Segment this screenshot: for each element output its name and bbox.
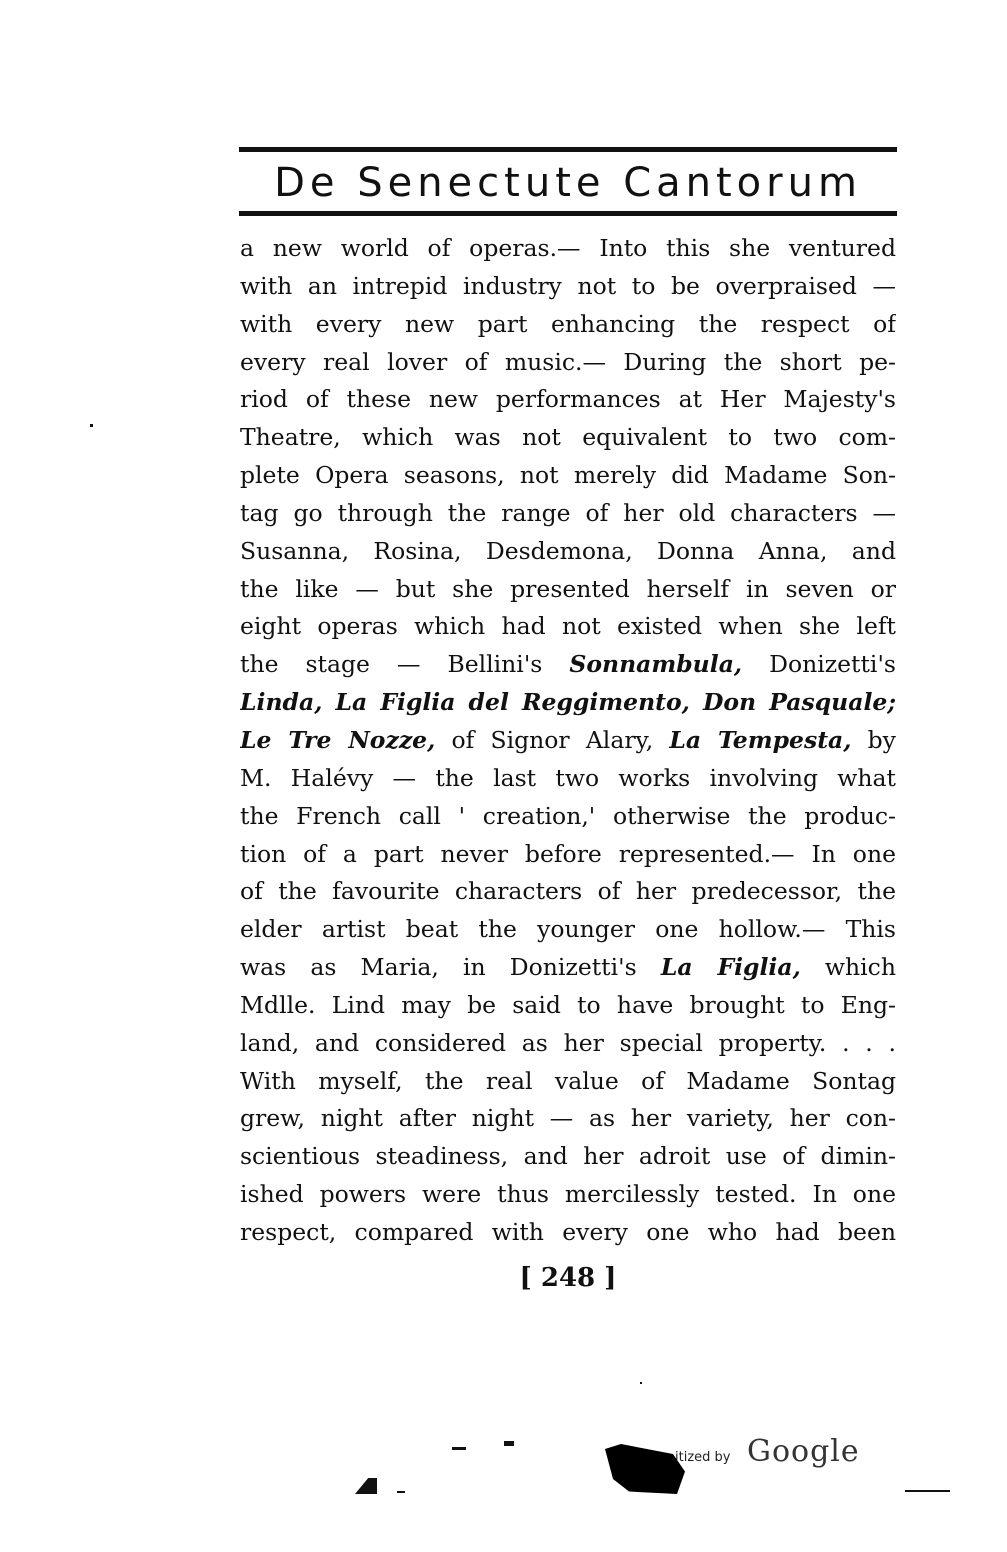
scan-speck xyxy=(452,1447,466,1450)
header-rule-bottom xyxy=(239,211,897,216)
text-line: the like — but she presented herself in seven or xyxy=(240,574,896,603)
text-line-mixed xyxy=(240,684,896,722)
scan-speck xyxy=(90,424,93,427)
text-run: of Signor Alary, xyxy=(451,725,654,754)
text-line: Theatre, which was not equivalent to two com- xyxy=(240,423,896,452)
text-line: Mdlle. Lind may be said to have brought to Eng- xyxy=(240,990,896,1019)
scan-speck xyxy=(355,1478,377,1494)
header-rule-top xyxy=(239,147,897,152)
text-line: a new world of operas.— Into this she ventured xyxy=(240,234,896,262)
text-line: Susanna, Rosina, Desdemona, Donna Anna, and xyxy=(240,536,896,565)
google-logo: Google xyxy=(747,1434,860,1469)
scan-speck xyxy=(640,1382,642,1384)
italic-title: Sonnambula, xyxy=(569,650,743,679)
text-line: plete Opera seasons, not merely did Madame Son- xyxy=(240,461,896,490)
text-line: of the favourite characters of her predecessor, the xyxy=(240,877,896,906)
text-line: eight operas which had not existed when she left xyxy=(240,612,896,641)
text-line: riod of these new performances at Her Majesty's xyxy=(240,385,896,414)
text-line: ished powers were thus mercilessly tested. In one xyxy=(240,1180,896,1209)
text-run: which xyxy=(824,953,896,982)
italic-title: La Figlia, xyxy=(660,953,801,982)
scan-speck xyxy=(905,1490,950,1492)
text-line: land, and considered as her special property. . . . xyxy=(240,1028,896,1057)
text-line: With myself, the real value of Madame Sontag xyxy=(240,1066,896,1095)
italic-title: La Tempesta, xyxy=(669,725,852,754)
text-line: tion of a part never before represented.— In one xyxy=(240,839,896,868)
text-line-mixed xyxy=(240,722,896,760)
text-line: M. Halévy — the last two works involving what xyxy=(240,763,896,792)
running-head: De Senectute Cantorum xyxy=(274,160,862,206)
text-run: by xyxy=(867,725,896,754)
text-line: scientious steadiness, and her adroit use of dimin- xyxy=(240,1142,896,1171)
text-line: the French call ' creation,' otherwise the produc- xyxy=(240,801,896,830)
body-text xyxy=(240,230,896,1252)
text-line-mixed xyxy=(240,646,896,684)
text-line: respect, compared with every one who had been xyxy=(240,1217,896,1246)
text-line: every real lover of music.— During the short pe- xyxy=(240,347,896,376)
page-number: [ 248 ] xyxy=(519,1263,617,1293)
text-line-mixed xyxy=(240,949,896,987)
text-run: was as Maria, in Donizetti's xyxy=(240,953,637,982)
watermark-small-text: itized by xyxy=(675,1450,731,1465)
scan-speck xyxy=(397,1491,405,1493)
scan-speck xyxy=(504,1441,514,1446)
italic-title: Linda, La Figlia del Reggimento, Don Pasquale; xyxy=(240,688,896,717)
text-line: with an intrepid industry not to be overpraised — xyxy=(240,271,896,300)
text-line: tag go through the range of her old characters — xyxy=(240,498,896,527)
text-line: elder artist beat the younger one hollow.— This xyxy=(240,915,896,944)
digitizer-watermark xyxy=(605,1434,875,1500)
text-line: grew, night after night — as her variety, her con- xyxy=(240,1104,896,1133)
scan-blot xyxy=(605,1444,685,1494)
italic-title: Le Tre Nozze, xyxy=(240,725,436,754)
text-run: Donizetti's xyxy=(769,650,896,679)
text-run: the stage — Bellini's xyxy=(240,650,543,679)
text-line: with every new part enhancing the respect of xyxy=(240,309,896,338)
